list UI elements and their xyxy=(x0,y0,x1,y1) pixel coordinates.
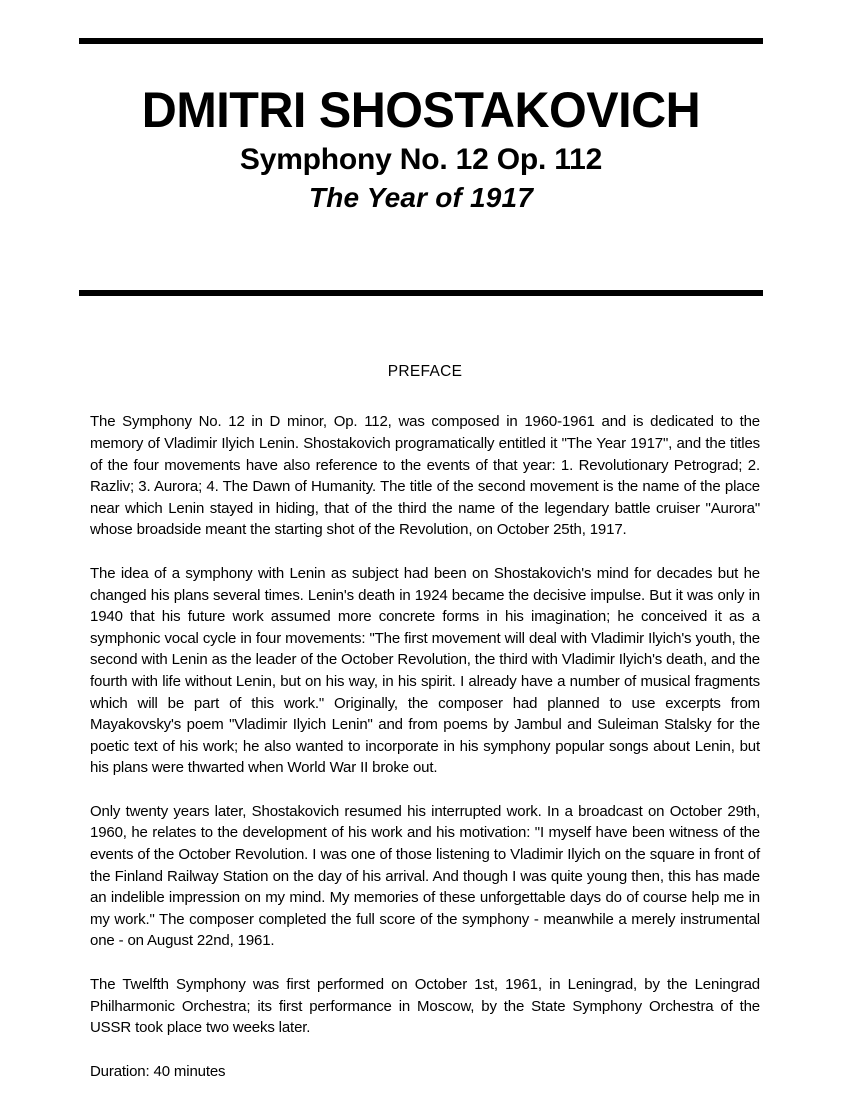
paragraph-4: The Twelfth Symphony was first performed on October 1st, 1961, in Leningrad, by the Leningrad Philharmonic Orchestra; its first performance in Moscow, by the State Symphony Orchestra of the USSR took place two weeks later. xyxy=(90,976,760,1037)
page-alt-title: The Year of 1917 xyxy=(308,182,534,214)
header-bottom-rule xyxy=(79,290,763,296)
section-heading-preface: PREFACE xyxy=(387,363,463,380)
page-subtitle: Symphony No. 12 Op. 112 xyxy=(239,142,603,176)
header-bottom-rule-wrap xyxy=(79,290,763,296)
paragraph-2: The idea of a symphony with Lenin as subject had been on Shostakovich's mind for decades but he changed his plans several times. Lenin's death in 1924 became the decisive impulse. But it was only in 1940 that his future work assumed more concrete forms in his imagination; he conceived it as a symphonic vocal cycle in four movements: "The first movement will deal with Vladimir Ilyich's youth, the second with Lenin as the leader of the October Revolution, the third with Vladimir Ilyich's death, and the fourth with life without Lenin, but on his way, in his spirit. I already have a number of musical fragments which will be part of this work." Originally, the composer had planned to use excerpts from Mayakovsky's poem "Vladimir Ilyich Lenin" and from poems by Jambul and Suleiman Stalsky for the poetic text of his work; he also wanted to incorporate in his symphony popular songs about Lenin, but his plans were thwarted when World War II broke out. xyxy=(90,564,760,777)
paragraph-3: Only twenty years later, Shostakovich resumed his interrupted work. In a broadcast on October 29th, 1960, he relates to the development of his work and his motivation: "I myself have been witness of the events of the October Revolution. I was one of those listening to Vladimir Ilyich on the square in front of the Finland Railway Station on the day of his arrival. And though I was quite young then, this has made an indelible impression on my mind. My memories of these unforgettable days do of course help me in my work." The composer completed the full score of the symphony - meanwhile a merely instrumental one - on August 22nd, 1961. xyxy=(90,802,760,950)
title-zone xyxy=(79,44,763,255)
page-title: DMITRI SHOSTAKOVICH xyxy=(141,82,701,138)
paragraph-1: The Symphony No. 12 in D minor, Op. 112, was composed in 1960-1961 and is dedicated to the memory of Vladimir Ilyich Lenin. Shostakovich programatically entitled it "The Year 1917", and the titles of the four movements have also reference to the events of that year: 1. Revolutionary Petrograd; 2. Razliv; 3. Aurora; 4. The Dawn of Humanity. The title of the second movement is the name of the place near which Lenin stayed in hiding, that of the third the name of the legendary battle cruiser "Aurora" whose broadside meant the starting shot of the Revolution, on October 25th, 1917. xyxy=(90,413,760,539)
title-header-block xyxy=(79,38,763,255)
document-body xyxy=(90,362,760,1082)
duration-line: Duration: 40 minutes xyxy=(90,1062,226,1080)
